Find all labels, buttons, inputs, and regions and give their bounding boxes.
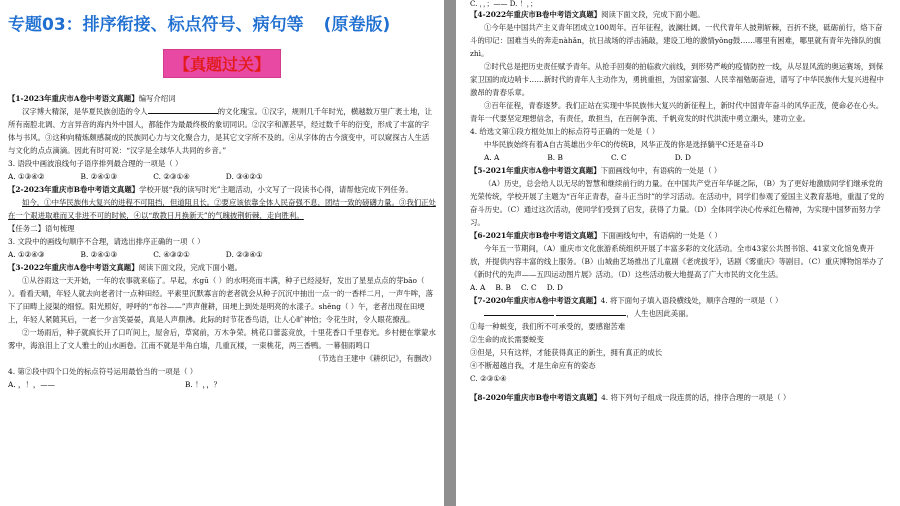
q3b-paragraph-1: ①从谷雨这一天开始，一年的农事就来临了。早起，水gū（ ）的水明亮而丰满，种子已经浸好，发出了星星点点的芽bāo（ ）。看看天晴，年轻人就去向老者讨一点种田经。平素里沉默寡言的老者就会从种子沉沉中抽出一点一的一香样二月，一声牛哞，落下了田畴上浸渠的细惊。阳光照好，呼呼的“布谷——”声声催耕，田埂上到处是明亮的水漾子。shěng（ ）午，老者出现在田埂上，年轻人紧随其后，一老一少言笑晏晏，真是人声鼎沸。此际的时节花香鸟语，让人心旷神怡；令花生时，令人眼花撩乱。 (8, 276, 433, 324)
q3-options (8, 170, 436, 183)
q3b-paragraph-2: ②一场雨后，种子就疯长开了口吖间上，屋舍后，草窝前，万木争荣。桃花口蕾蕊竞放，十里花香口千里春光。乡村便在掌蒙水雾中，海浪泪上了文人雅士的山水画卷。江南不就是半角白墙，几重瓦楼，一束桃花，两三香鸭。一幕佃雨鸣口 (8, 328, 436, 350)
option-b: B. ②④①③ (80, 250, 118, 259)
q6-options (470, 281, 886, 294)
section-badge: 【真题过关】 (163, 49, 281, 78)
q1-source: 【1-2023年重庆市A卷中考语文真题】 (8, 94, 139, 103)
q7-item-1: ①每一种蜕变，我们所不可承受的，要感谢苦难 (470, 322, 626, 331)
q3-question: 3. 语段中画波浪线句子语序排列最合理的一项是（ ） (8, 159, 183, 168)
order-question: 3. 文段中的画线句顺序不合理，请选出排序正确的一项（ ） (8, 237, 205, 246)
q7-task: 4. 将下面句子填入语段横线处，顺序合理的一项是（ ） (600, 296, 783, 305)
q7-source: 【7-2020年重庆市A卷中考语文真题】 (470, 296, 601, 305)
q2-passage: 如今，①中华民族伟大复兴的进程不可阻挡，但道阻且长。②要应该依靠全体人民奋强不息，团结一致的磅礴力量。③我们正处在一个艰进取难而又非进不可的时候，④以“敢教日月换新天”的气魄披荆斩棘，走向胜利。 (8, 198, 436, 220)
q1-task: 编写介绍词 (138, 94, 176, 103)
option-d: D. ③④②① (225, 172, 263, 181)
q6-task: 下面画线句中，有语病的一处是（ ） (601, 231, 722, 240)
q4r-source: 【4-2022年重庆市B卷中考语文真题】 (470, 10, 602, 19)
q5-source: 【5-2021年重庆市A卷中考语文真题】 (470, 166, 601, 175)
option-b: B. B (495, 283, 511, 292)
task-two-label: 【任务二】语句梳理 (8, 224, 75, 233)
option-a: A. ①②④③ (8, 250, 45, 259)
fill-blank (484, 307, 554, 316)
q3b-task: 阅读下面文段，完成下面小题。 (138, 263, 243, 272)
order-options (8, 248, 436, 261)
q4r-options (470, 151, 886, 164)
q4-options (8, 378, 436, 391)
option-a: A. ，！，—— (8, 380, 55, 389)
option-d: D. ②③④① (225, 250, 263, 259)
q8-task: 4. 将下列句子组成一段连贯的话，排序合理的一项是（ ） (601, 393, 791, 402)
carryover-options: C. ，，；—— D. ！，； (470, 0, 538, 8)
q6-passage: 今年五一节期间，（A）重庆市文化旅游系统组织开展了丰富多彩的文化活动。全市43家公共图书馆、41家文化馆免费开放，并提供内容丰富的线上服务。（B）山城曲艺场推出了儿童剧《老虎拔牙》，话剧《雾重庆》等剧目。（C）重庆博物馆举办了《新时代的先声——五四运动图片展》活动。（D）这些活动极大地提高了广大市民的文化生活。 (470, 244, 884, 279)
q4r-sentence: 中华民族始终有着A自古英雄出少年C的传统B，风华正茂的你是选择躺平C还是奋斗D (484, 140, 764, 149)
q1-passage: 汉字博大精深，是华夏民族创造的令人 的文化瑰宝。①汉字，规则几千年时光，横越数万里广袤土地，让所有南腔北调、方言异音的海内外中国人，都能作为最最终极的象切同识。②汉字和源甚早，经过数千年的衍变，形成了丰富的字体与书风。③这种向精炼颇感凝成的民族同心力与文化聚合力，是其它文字所不及的。④从字体的古今演变中，可以窥探古人生活与文化的点点滴滴。因此有时可说：“汉字是全球华人共同的乡音。” (8, 107, 432, 155)
option-b: B. ！，，？ (185, 380, 221, 389)
option-b: B. B (547, 153, 563, 162)
q4r-question: 4. 给选文第①段方框处加上的标点符号正确的一处是（ ） (470, 127, 660, 136)
q4-question: 4. 第②段中四个口处的标点符号运用最恰当的一项是（ ） (8, 367, 198, 376)
option-b: B. ②④①③ (80, 172, 118, 181)
page-title: 专题03：排序衔接、标点符号、病句等 (8, 15, 304, 35)
page-gap (444, 0, 456, 506)
q5-passage: （A）历史，总会给人以无尽的智慧和继续前行的力量。在中国共产党百年华诞之际，（B）为了更好地激励同学们继承党的光荣传统，学校开展了主题为“百年正青春，奋斗正当时”的学习活动。在活动中，同学们参观了爱国主义教育基地，重温了党的奋斗历史。（C）通过这次活动，使同学们受到了启发，获得了力量。（D）全体同学决心传承红色精神，为实现中国梦而努力学习。 (470, 179, 885, 227)
q7-item-3: ③但是，只有这样，才能获得真正的新生，拥有真正的成长 (470, 348, 663, 357)
q2-task: 学校开展“我的读写时光”主题活动，小文写了一段读书心得，请帮他完成下列任务。 (139, 185, 413, 194)
q8-source: 【8-2020年重庆市B卷中考语文真题】 (470, 393, 602, 402)
right-page (456, 0, 900, 506)
q4r-paragraph-1: ①今年是中国共产主义青年团成立100周年。百年征程，波澜壮阔。一代代青年人披荆斩棘，百折不挠，砥砺前行，烙下奋斗的印记：国难当头的奔走nàhǎn，抗日战场的浮击浦敲，建设工地的激情yǒng鼓……哪里有困难，哪里就有青年先锋队的旗zhì。 (470, 23, 883, 58)
q4r-paragraph-2: ②时代总是把历史责任赋予青年。从抢手回奏的拍临救穴前线，到形势严峻的疫情防控一线，从尽显风流的奥运赛场，到保家卫国的成边哨卡……新时代的青年人主动作为，勇挑重担，为国家富强、人民幸福勉砺奋进，谱写了中华民族伟大复兴进程中激昂的青春乐章。 (470, 62, 884, 97)
option-c: C. ②③①④ (153, 172, 190, 181)
option-a: A. A (470, 283, 486, 292)
option-d: D. D (546, 283, 563, 292)
q7-line: ，人生也因此美丽。 (470, 307, 886, 320)
q4r-task: 阅读下面文段，完成下面小题。 (601, 10, 705, 19)
fill-blank (148, 105, 218, 114)
q4r-paragraph-3: ③百年征程，青春逐梦。我们正站在实现中华民族伟大复兴的新征程上，新时代中国青年奋斗的风华正茂，使命必在心头。青年一代要坚定理想信念，有责任，敢担当，在百舸争流、千帆竞发的时代洪流中勇立潮头，建功立业。 (470, 101, 884, 123)
option-a: A. ①③④② (8, 172, 45, 181)
q6-source: 【6-2021年重庆市B卷中考语文真题】 (470, 231, 602, 240)
fill-blank (556, 307, 626, 316)
q7-item-2: ②生命的成长需要蜕变 (470, 335, 544, 344)
q2-source: 【2-2023年重庆市B卷中考语文真题】 (8, 185, 140, 194)
left-page (0, 0, 444, 506)
q5-task: 下面画线句中，有语病的一处是（ ） (600, 166, 722, 175)
q3b-source: 【3-2022年重庆市A卷中考语文真题】 (8, 263, 139, 272)
option-c: C. C (520, 283, 537, 292)
option-c: C. C (610, 153, 627, 162)
option-a: A. A (484, 153, 500, 162)
q7-item-4: ④不断超越自我，才是生命应有的姿态 (470, 361, 596, 370)
source-note: （节选自王建中《耕织记》，有删改） (314, 354, 436, 363)
option-d: D. D (674, 153, 691, 162)
title-row (8, 10, 436, 35)
edition-label: (原卷版) (323, 15, 391, 35)
option-c: C. ④③②① (153, 250, 190, 259)
q7-option: C. ②③①④ (470, 374, 507, 383)
